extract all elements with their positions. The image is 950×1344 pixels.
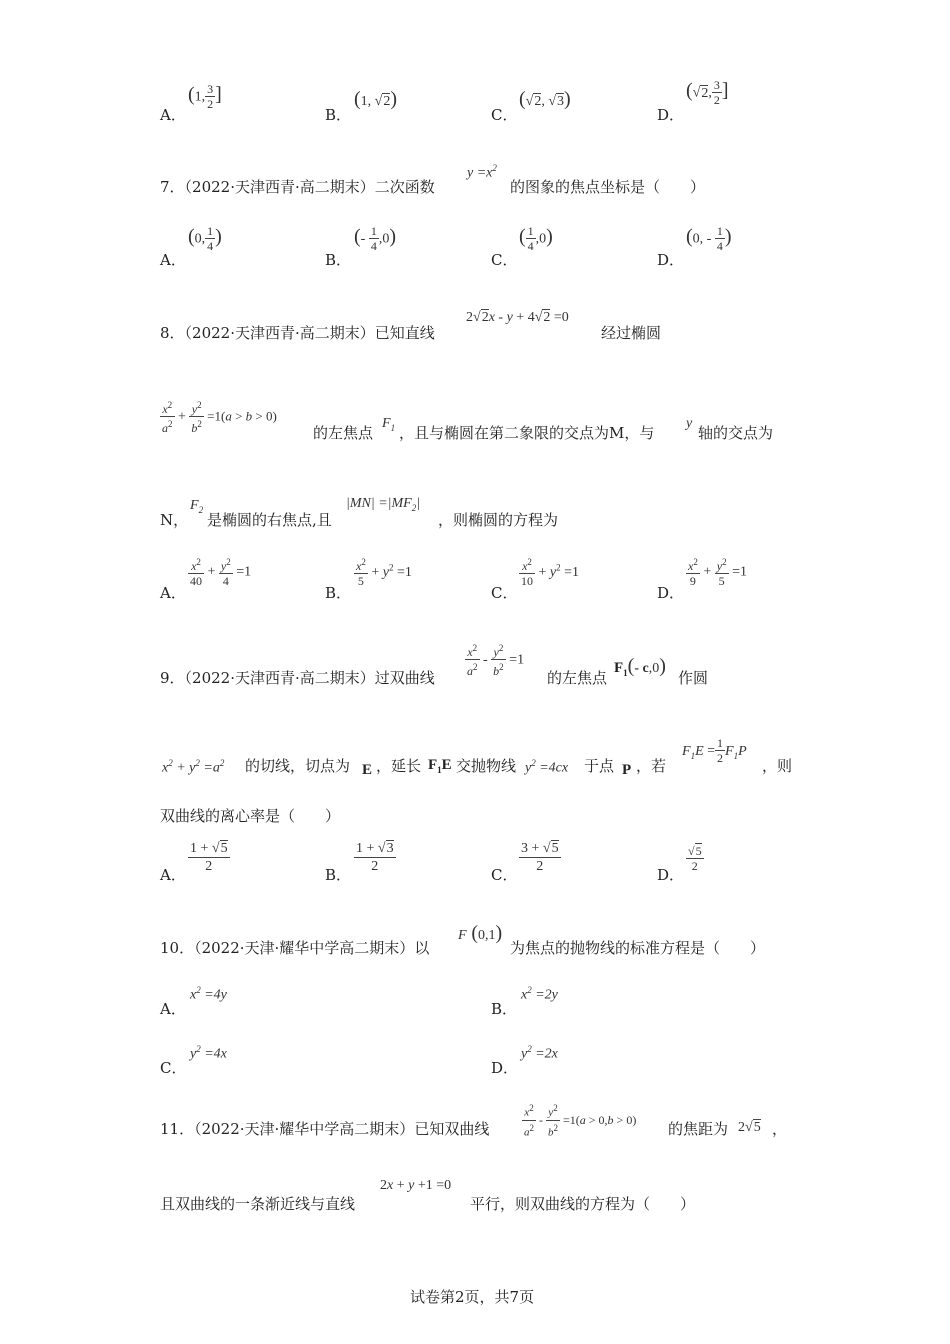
q8-source: （2022·天津西青·高二期末） — [184, 324, 375, 342]
q6-option-c-label: C． — [491, 106, 518, 124]
q6-option-b-label: B． — [325, 106, 352, 124]
q9-text-7: 于点 — [584, 757, 615, 775]
q7-option-b-math: (- $\frac{1}{4}$ ,0) — [354, 224, 397, 253]
q6-option-a-label: A． — [160, 106, 186, 124]
q7-source: （2022·天津西青·高二期末） — [184, 178, 375, 196]
q9-number: 9． — [160, 669, 185, 687]
q8-text-6: N， — [160, 511, 189, 529]
q10-focus: F (0,1) — [458, 922, 503, 944]
q9-stem — [160, 667, 435, 688]
q6-option-b-math: (1, √2) — [354, 88, 398, 110]
q9-text-2: 的左焦点 — [547, 669, 608, 687]
q8-y: y — [686, 416, 693, 431]
q8-text-3: 的左焦点 — [313, 424, 374, 442]
q10-source: （2022·天津·耀华中学高二期末） — [194, 939, 415, 957]
q10-option-c-label: C． — [160, 1059, 187, 1077]
q9-text-3: 作圆 — [678, 669, 709, 687]
q7-option-d-math: (0, - $\frac{1}{4}$ ) — [686, 224, 732, 253]
q10-number: 10． — [160, 939, 195, 957]
q9-text-5: ，延长 — [376, 757, 422, 775]
q7-stem — [160, 176, 435, 197]
q7-formula: $y =x^2$ — [467, 163, 497, 181]
q8-option-d-math: $\frac{x^2}{9}$ + $\frac{y^2}{5}$ =1 — [688, 557, 747, 588]
q7-option-b-label: B． — [325, 251, 352, 269]
q7-number: 7． — [160, 178, 185, 196]
q10-option-b-label: B． — [491, 1000, 518, 1018]
q9-circle-formula: $x^2 + y^2 =a^2$ — [162, 758, 225, 776]
q9-text-6: 交抛物线 — [456, 757, 517, 775]
q8-condition: $|MN| =|MF_2|$ — [346, 496, 421, 513]
q9-option-b-math: $\frac{1 + √3}{2}$ — [356, 841, 394, 874]
q11-text-2: 的焦距为 — [668, 1120, 729, 1138]
q6-option-a-math: (1, $\frac{3}{2}$ ] — [188, 82, 222, 111]
q8-text-1: 已知直线 — [374, 324, 435, 342]
q8-option-a-label: A． — [160, 584, 186, 602]
q10-stem — [160, 937, 429, 958]
q9-f1-point: $F_1(-$ c,0) — [614, 655, 666, 678]
q11-text-5: 平行，则双曲线的方程为（ ） — [470, 1195, 696, 1213]
q7-text-1: 二次函数 — [374, 178, 435, 196]
q6-option-d-math: (√2, $\frac{3}{2}$ ] — [686, 78, 729, 107]
q8-text-5: 轴的交点为 — [698, 424, 774, 442]
q7-option-a-math: (0, $\frac{1}{4}$ ) — [188, 224, 222, 253]
q8-ellipse-formula: $\frac{x^2}{a^2}$ + $\frac{y^2}{b^2}$ =1(a > b > 0) — [162, 400, 277, 435]
q11-text-4: 且双曲线的一条渐近线与直线 — [160, 1195, 356, 1213]
q6-option-d-label: D． — [657, 106, 685, 124]
q10-option-c-math: $y^2 =4x$ — [190, 1044, 227, 1062]
q8-text-7: 是椭圆的右焦点,且 — [207, 511, 332, 529]
q8-f2: $F_2$ — [190, 498, 204, 515]
q9-option-c-label: C． — [491, 866, 518, 884]
q8-f1: $F_1$ — [382, 416, 396, 433]
q7-option-c-math: ( $\frac{1}{4}$ ,0) — [519, 224, 553, 253]
q9-source: （2022·天津西青·高二期末） — [184, 669, 375, 687]
q10-option-a-label: A． — [160, 1000, 186, 1018]
page-footer: 试卷第2页，共7页 — [410, 1288, 535, 1306]
q11-text-1: 已知双曲线 — [414, 1120, 490, 1138]
q10-option-d-label: D． — [491, 1059, 519, 1077]
q11-number: 11． — [160, 1120, 195, 1138]
q8-option-b-math: $\frac{x^2}{5}$ + $y^2 =1$ — [356, 557, 412, 588]
q7-option-a-label: A． — [160, 251, 186, 269]
q10-text-1: 以 — [414, 939, 430, 957]
q9-point-e: E — [362, 762, 373, 778]
q6-option-c-math: (√2, √3) — [519, 88, 571, 110]
q9-f1e: $F_1E$ — [428, 757, 452, 775]
q11-stem — [160, 1118, 489, 1139]
q9-option-a-math: $\frac{1 + √5}{2}$ — [190, 841, 228, 874]
q8-text-2: 经过椭圆 — [601, 324, 662, 342]
q9-option-d-label: D． — [657, 866, 685, 884]
q9-option-d-math: $\frac{√5}{2}$ — [688, 844, 702, 873]
q9-point-p: P — [622, 762, 632, 778]
q9-text-1: 过双曲线 — [374, 669, 435, 687]
q8-option-a-math: $\frac{x^2}{40}$ + $\frac{y^2}{4}$ =1 — [190, 557, 252, 588]
q8-line-formula: 2√2x - y + 4√2 =0 — [466, 310, 569, 325]
q9-text-10: 双曲线的离心率是（ ） — [160, 807, 341, 825]
q8-text-8: ，则椭圆的方程为 — [438, 511, 559, 529]
q9-option-b-label: B． — [325, 866, 352, 884]
q9-vector-condition: $F_1E$ = $\frac{1}{2}$ $F_1P$ — [682, 736, 747, 765]
q11-focal-distance: 2√5 — [738, 1120, 761, 1135]
q11-hyperbola-formula: $\frac{x^2}{a^2}$ - $\frac{y^2}{b^2}$ =1(a > 0,b > 0) — [524, 1103, 637, 1139]
q8-option-c-math: $\frac{x^2}{10}$ + $y^2 =1$ — [521, 557, 580, 588]
q9-text-8: ，若 — [636, 757, 667, 775]
q8-number: 8． — [160, 324, 185, 342]
q8-stem — [160, 322, 435, 343]
q7-option-d-label: D． — [657, 251, 685, 269]
q10-option-d-math: $y^2 =2x$ — [521, 1044, 558, 1062]
q8-option-b-label: B． — [325, 584, 352, 602]
q9-option-a-label: A． — [160, 866, 186, 884]
q10-option-a-math: $x^2 =4y$ — [190, 985, 227, 1003]
q9-option-c-math: $\frac{3 + √5}{2}$ — [521, 841, 559, 874]
q8-option-c-label: C． — [491, 584, 518, 602]
q9-text-4: 的切线，切点为 — [245, 757, 351, 775]
q10-option-b-math: $x^2 =2y$ — [521, 985, 558, 1003]
q10-text-2: 为焦点的抛物线的标准方程是（ ） — [510, 939, 766, 957]
q11-text-3: ， — [772, 1120, 788, 1138]
q9-text-9: ，则 — [762, 757, 793, 775]
q8-option-d-label: D． — [657, 584, 685, 602]
q9-hyperbola-formula: $\frac{x^2}{a^2}$ - $\frac{y^2}{b^2}$ =1 — [467, 643, 525, 678]
q11-source: （2022·天津·耀华中学高二期末） — [194, 1120, 415, 1138]
q11-line-formula: 2x + y +1 =0 — [380, 1178, 452, 1193]
q8-text-4: ，且与椭圆在第二象限的交点为M，与 — [399, 424, 655, 442]
q7-option-c-label: C． — [491, 251, 518, 269]
q7-text-2: 的图象的焦点坐标是（ ） — [510, 178, 706, 196]
q9-parabola-formula: $y^2 =4cx$ — [525, 758, 569, 776]
